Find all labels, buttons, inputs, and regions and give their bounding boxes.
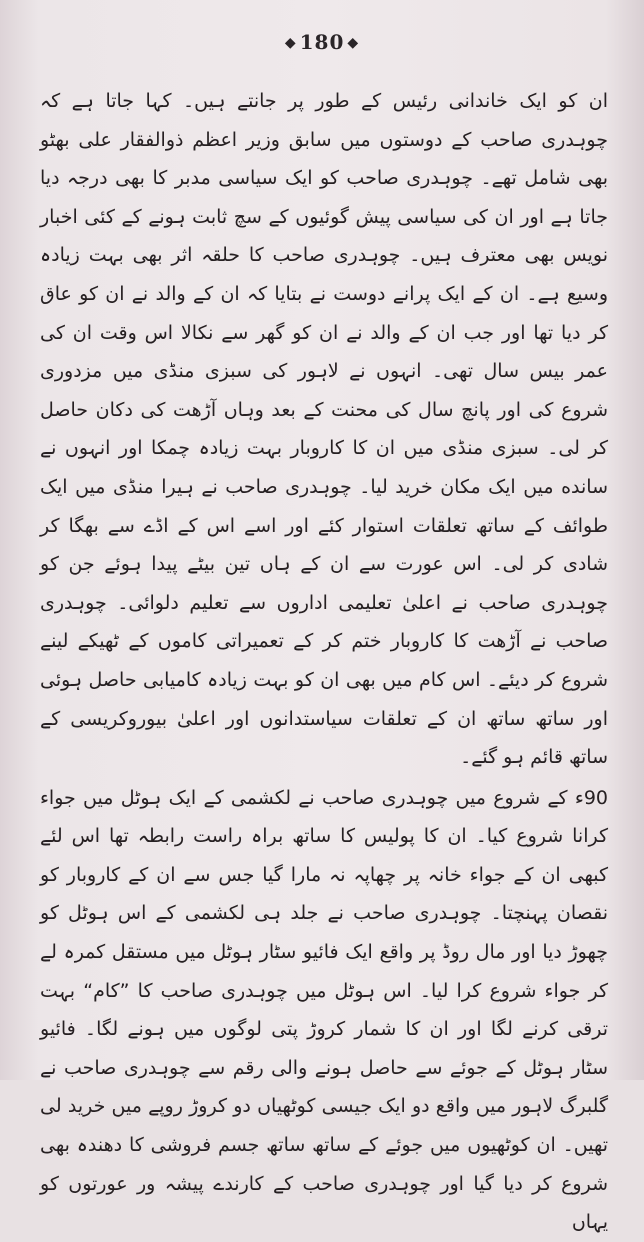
paragraph-2: 90ء کے شروع میں چوہدری صاحب نے لکشمی کے ایک ہوٹل میں جواء کرانا شروع کیا۔ ان کا پولیس کا ساتھ براہ راست رابطہ تھا اس لئے کبھی ان کے جواء خانہ پر چھاپہ نہ مارا گیا جس سے ان کے کاروبار کو نقصان پہنچتا۔ چوہدری صاحب نے جلد ہی لکشمی کے اس ہوٹل کو چھوڑ دیا اور مال روڈ پر واقع ایک فائیو سٹار ہوٹل میں مستقل کمرہ لے کر جواء شروع کرا لیا۔ اس ہوٹل میں چوہدری صاحب کا ”کام“ بہت ترقی کرنے لگا اور ان کا شمار کروڑ پتی لوگوں میں ہونے لگا۔ فائیو سٹار ہوٹل کے جوئے سے حاصل ہونے والی رقم سے چوہدری صاحب نے گلبرگ لاہور میں واقع دو ایک جیسی کوٹھیاں دو کروڑ روپے میں خرید لی تھیں۔ ان کوٹھیوں میں جوئے کے ساتھ ساتھ جسم فروشی کا دھندہ بھی شروع کر دیا گیا اور چوہدری صاحب کے کارندے پیشہ ور عورتوں کو یہاں (40, 786, 608, 1234)
page-number: 180 (299, 30, 345, 54)
paragraph-1: ان کو ایک خاندانی رئیس کے طور پر جانتے ہیں۔ کہا جاتا ہے کہ چوہدری صاحب کے دوستوں میں سابق وزیر اعظم ذوالفقار علی بھٹو بھی شامل تھے۔ چوہدری صاحب کو ایک سیاسی مدبر کا بھی درجہ دیا جاتا ہے اور ان کی سیاسی پیش گوئیوں کے سچ ثابت ہونے کے کئی اخبار نویس بھی معترف ہیں۔ چوہدری صاحب کا حلقہ اثر بھی بہت زیادہ وسیع ہے۔ ان کے ایک پرانے دوست نے بتایا کہ ان کے والد نے ان کو عاق کر دیا تھا اور جب ان کے والد نے ان کو گھر سے نکالا اس وقت ان کی عمر بیس سال تھی۔ انہوں نے لاہور کی سبزی منڈی میں مزدوری شروع کی اور پانچ سال کی محنت کے بعد وہاں آڑھت کی دکان حاصل کر لی۔ سبزی منڈی میں ان کا کاروبار بہت زیادہ چمکا اور انہوں نے سانده میں ایک مکان خرید لیا۔ چوہدری صاحب نے ہیرا منڈی میں ایک طوائف کے ساتھ تعلقات استوار کئے اور اسے اس کے اڈے سے بھگا کر شادی کر لی۔ اس عورت سے ان کے ہاں تین بیٹے پیدا ہوئے جن کو چوہدری صاحب نے اعلیٰ تعلیمی اداروں سے تعلیم دلوائی۔ چوہدری صاحب نے آڑھت کا کاروبار ختم کر کے تعمیراتی کاموں کے ٹھیکے لینے شروع کر دیئے۔ اس کام میں بھی ان کو بہت زیادہ کامیابی حاصل ہوئی اور ساتھ ساتھ ان کے تعلقات سیاستدانوں اور اعلیٰ بیوروکریسی کے ساتھ قائم ہو گئے۔ (40, 90, 608, 769)
body-text (40, 82, 608, 1242)
page-header (0, 30, 644, 54)
ornament-right-icon: ◆ (347, 35, 360, 51)
ornament-left-icon: ◆ (284, 35, 297, 51)
